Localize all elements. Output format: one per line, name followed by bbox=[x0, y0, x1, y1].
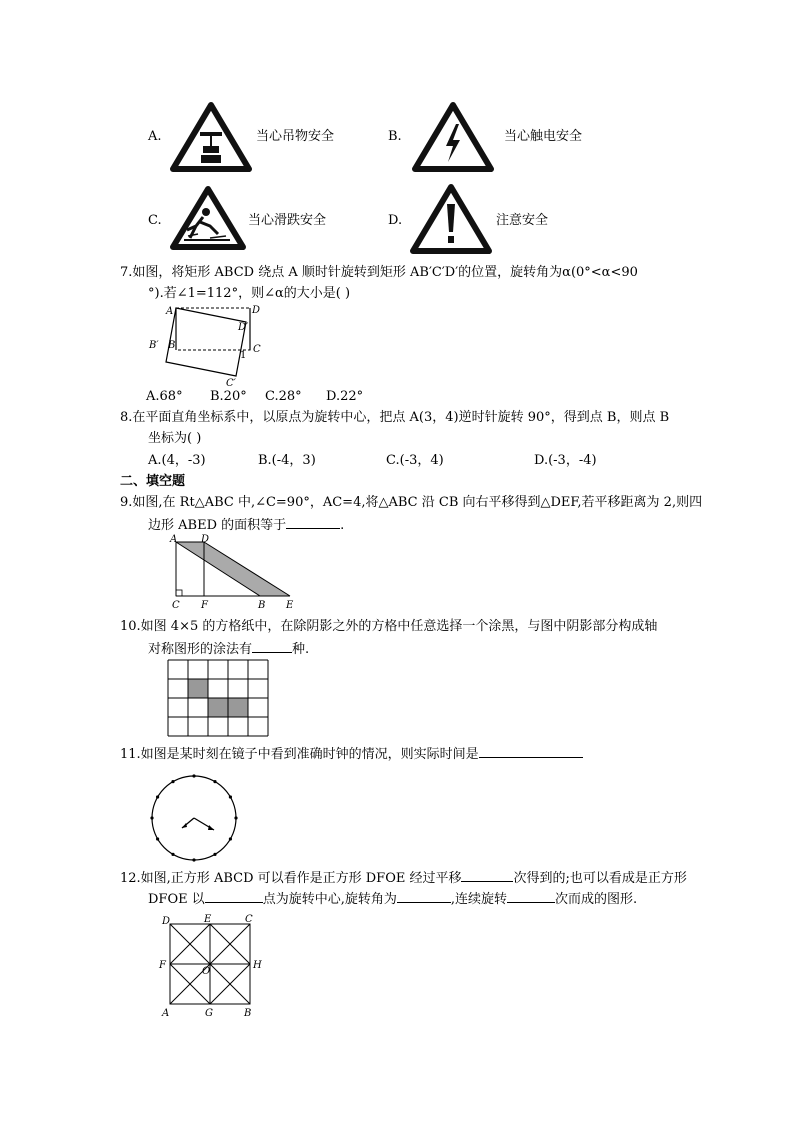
q8-option-b: B.(-4，3) bbox=[258, 453, 316, 468]
q7-angle-1: 1 bbox=[240, 350, 247, 361]
q12-blank-center[interactable] bbox=[205, 889, 263, 903]
q9-stem-line2 bbox=[148, 515, 344, 535]
q10-grid-figure bbox=[168, 660, 270, 738]
q9-label-f: F bbox=[201, 600, 208, 611]
q9-label-b: B bbox=[258, 600, 266, 611]
q10-answer-blank[interactable] bbox=[252, 639, 292, 653]
q12-label-d: D bbox=[162, 916, 171, 927]
q9-label-e: E bbox=[286, 600, 294, 611]
q12-label-f: F bbox=[159, 960, 166, 971]
q9-label-d: D bbox=[201, 534, 210, 545]
q7-option-c: C.28° bbox=[265, 389, 302, 404]
q12-label-a: A bbox=[162, 1008, 170, 1019]
q10-tail: 种. bbox=[292, 642, 310, 657]
hanging-load-warning-icon bbox=[170, 102, 252, 172]
q7-label-bprime: B′ bbox=[149, 340, 159, 351]
option-b-letter: B. bbox=[388, 129, 402, 144]
q7-label-a: A bbox=[166, 306, 174, 317]
q7-option-b: B.20° bbox=[210, 389, 247, 404]
option-a-label: 当心吊物安全 bbox=[256, 129, 335, 144]
q12-label-e: E bbox=[204, 914, 212, 925]
q9-translated-triangle-figure bbox=[164, 534, 304, 612]
q11-answer-blank[interactable] bbox=[479, 744, 583, 758]
q7-rotated-rectangle-figure bbox=[140, 300, 280, 390]
q10-stem-line1: 10.如图 4×5 的方格纸中，在除阴影之外的方格中任意选择一个涂黑，与图中阴影部分构成轴 bbox=[120, 619, 658, 634]
q8-option-d: D.(-3，-4) bbox=[534, 453, 597, 468]
q12-label-b: B bbox=[244, 1008, 252, 1019]
exclamation-warning-icon bbox=[410, 184, 492, 254]
q12-text-6: 次而成的图形. bbox=[555, 892, 638, 907]
option-c-letter: C. bbox=[148, 213, 162, 228]
option-a-letter: A. bbox=[148, 129, 162, 144]
q7-stem-line2: °).若∠1=112°，则∠α的大小是( ) bbox=[148, 286, 351, 301]
q8-option-a: A.(4，-3) bbox=[148, 453, 206, 468]
q9-label-a: A bbox=[170, 534, 178, 545]
q9-answer-blank[interactable] bbox=[286, 515, 340, 529]
q12-square-figure bbox=[156, 912, 268, 1020]
q12-text-5: ,连续旋转 bbox=[450, 892, 508, 907]
q11-mirrored-clock-figure bbox=[146, 770, 242, 866]
q12-text-3: DFOE 以 bbox=[148, 892, 205, 907]
q12-blank-rotation-count[interactable] bbox=[507, 889, 555, 903]
q10-stem-line2 bbox=[148, 639, 309, 659]
q10-stem-text: 对称图形的涂法有 bbox=[148, 642, 253, 657]
q9-stem-text: 边形 ABED 的面积等于 bbox=[148, 518, 287, 533]
option-d-label: 注意安全 bbox=[496, 213, 549, 228]
q12-text-4: 点为旋转中心,旋转角为 bbox=[262, 892, 397, 907]
q8-stem-line1: 8.在平面直角坐标系中，以原点为旋转中心，把点 A(3，4)逆时针旋转 90°，得到点 B，则点 B bbox=[120, 410, 670, 425]
q8-stem-line2: 坐标为( ) bbox=[148, 431, 202, 446]
q8-option-c: C.(-3，4) bbox=[386, 453, 444, 468]
q12-text-2: 次得到的;也可以看成是正方形 bbox=[513, 871, 687, 886]
electric-shock-warning-icon bbox=[412, 102, 494, 172]
q7-label-cprime: C′ bbox=[226, 378, 236, 389]
q11-stem-text: 11.如图是某时刻在镜子中看到准确时钟的情况，则实际时间是 bbox=[120, 747, 479, 762]
q7-label-c: C bbox=[253, 344, 261, 355]
slip-fall-warning-icon bbox=[170, 186, 246, 250]
q7-option-d: D.22° bbox=[326, 389, 364, 404]
option-c-label: 当心滑跌安全 bbox=[248, 213, 327, 228]
q7-label-d: D bbox=[252, 305, 261, 316]
q9-stem-line1: 9.如图,在 Rt△ABC 中,∠C=90°，AC=4,将△ABC 沿 CB 向右平移得到△DEF,若平移距离为 2,则四 bbox=[120, 495, 703, 510]
q12-blank-angle[interactable] bbox=[397, 889, 451, 903]
q12-label-o: O bbox=[202, 966, 211, 977]
q9-tail: . bbox=[340, 518, 345, 533]
q9-label-c: C bbox=[172, 600, 180, 611]
q7-label-b: B bbox=[168, 340, 176, 351]
q12-label-g: G bbox=[205, 1008, 213, 1019]
q7-option-a: A.68° bbox=[146, 389, 183, 404]
option-b-label: 当心触电安全 bbox=[504, 129, 583, 144]
q7-label-dprime: D′ bbox=[238, 322, 249, 333]
q12-text-1: 12.如图,正方形 ABCD 可以看作是正方形 DFOE 经过平移 bbox=[120, 871, 462, 886]
q12-stem-line2 bbox=[148, 889, 637, 909]
q11-stem-line1 bbox=[120, 744, 583, 764]
q12-label-h: H bbox=[253, 960, 262, 971]
option-d-letter: D. bbox=[388, 213, 403, 228]
q12-label-c: C bbox=[245, 914, 253, 925]
q12-blank-translation-count[interactable] bbox=[461, 868, 513, 882]
q12-stem-line1 bbox=[120, 868, 687, 888]
q7-stem-line1: 7.如图，将矩形 ABCD 绕点 A 顺时针旋转到矩形 AB′C′D′的位置，旋转角为α(0°<α<90 bbox=[120, 265, 638, 280]
section-title-fill-in: 二、填空题 bbox=[120, 474, 186, 489]
